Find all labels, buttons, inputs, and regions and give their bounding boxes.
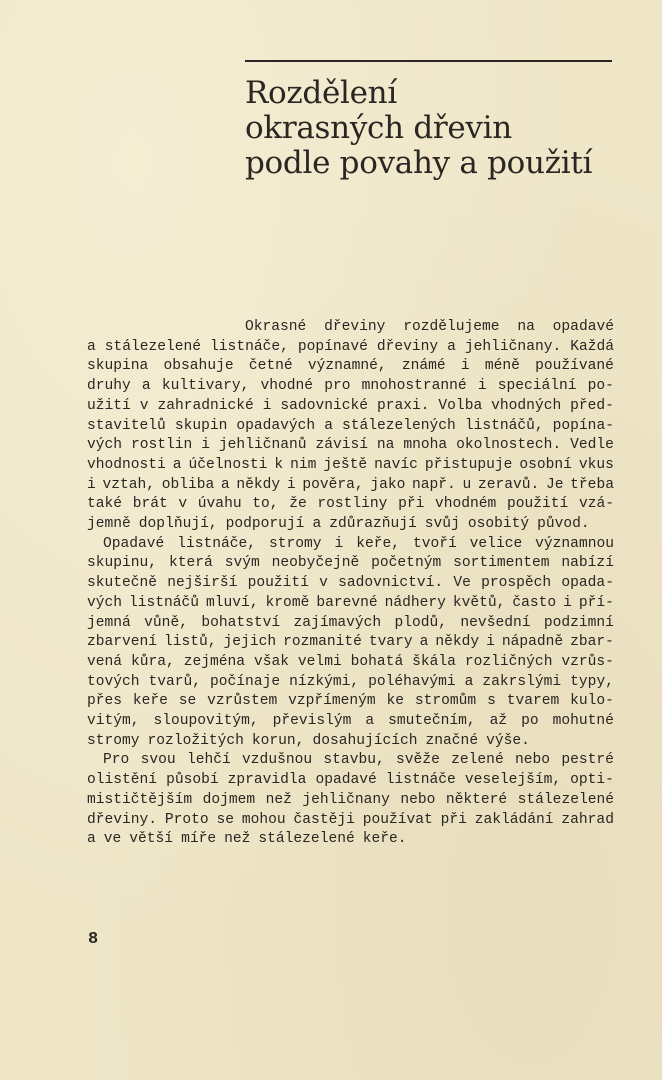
word: mluví, (206, 594, 259, 611)
page-number: 8 (88, 930, 99, 949)
word: svou (140, 752, 176, 769)
word: velice (469, 535, 523, 552)
word: skupina (87, 358, 149, 375)
word: a (172, 456, 182, 473)
word: vhodném (435, 496, 497, 513)
word: přistupuje (424, 456, 513, 473)
word: i (477, 378, 487, 395)
word: poléhavými (368, 673, 456, 690)
word: stálezelené (517, 791, 614, 808)
word: praxi. (376, 397, 430, 414)
word: prospěch (481, 575, 552, 592)
word: stromy (87, 732, 140, 749)
word: významnou (535, 535, 614, 552)
word: vhodnosti (87, 456, 166, 473)
word: bohatá (350, 653, 404, 670)
word: jejich (223, 634, 277, 651)
word: zdůrazňují (329, 516, 417, 533)
word: mističtějším (87, 791, 193, 808)
word: jako (370, 476, 406, 493)
word: navíc (374, 456, 418, 473)
word: zajímavých (293, 614, 382, 631)
word: s (487, 693, 496, 710)
word: zakrslými (482, 673, 562, 690)
text-line (87, 554, 614, 574)
word: použití (506, 496, 569, 513)
text-line (87, 476, 614, 496)
word: často (512, 594, 557, 611)
word: větší (129, 831, 174, 848)
text-line (87, 771, 614, 791)
word: Pro (103, 752, 130, 769)
word: dřeviny. (87, 811, 158, 828)
word: speciální (497, 378, 577, 395)
word: veselejším, (464, 772, 562, 789)
word: kultivary, (161, 378, 250, 395)
word: pověra, (302, 476, 364, 493)
word: nebo (400, 791, 436, 808)
word: a (87, 338, 96, 355)
word: a (324, 417, 333, 434)
word: také (87, 496, 123, 513)
word: ke (386, 693, 405, 710)
word: mohutné (552, 713, 614, 730)
word: někdy (435, 634, 480, 651)
word: tvoří (412, 535, 457, 552)
word: však (253, 653, 289, 670)
word: a (220, 476, 230, 493)
word: i (563, 594, 572, 611)
word: mnohostranné (361, 378, 467, 395)
word: míře (181, 831, 217, 848)
word: olistění (87, 772, 158, 789)
word: keře. (362, 831, 407, 848)
word: nápadně (501, 634, 564, 651)
word: opadavé (315, 772, 377, 789)
word: jehličnany (302, 791, 390, 808)
word: před- (570, 397, 614, 414)
word: méně (484, 358, 520, 375)
text-line (87, 535, 614, 555)
word: na (376, 437, 395, 454)
word: a (87, 831, 96, 848)
word: a (464, 673, 474, 690)
word: významné, (307, 358, 387, 375)
word: typy, (570, 673, 614, 690)
text-line (87, 830, 614, 850)
word: zahradnické (157, 397, 254, 414)
word: tvarem (506, 693, 560, 710)
word: listnáče, (210, 338, 289, 355)
word: jemná (87, 614, 131, 631)
text-line (87, 515, 614, 535)
text-line (87, 791, 614, 811)
word: Každá (570, 338, 614, 355)
word: vená (87, 653, 123, 670)
word: počínaje (210, 673, 281, 690)
word: nízkými, (289, 673, 360, 690)
word: rozmanité (283, 634, 362, 651)
word: vůně, (144, 614, 188, 631)
word: původ. (537, 516, 590, 533)
text-line (87, 633, 614, 653)
word: působí (166, 772, 219, 789)
word: kulo- (570, 693, 614, 710)
word: početným (371, 555, 442, 572)
word: na (517, 319, 535, 335)
word: Ve (453, 575, 471, 592)
word: vzrůstem (207, 693, 278, 710)
word: výše. (486, 732, 530, 749)
word: tových (87, 673, 140, 690)
word: zelené (451, 752, 504, 769)
word: pří- (578, 594, 614, 611)
word: známé (401, 358, 446, 375)
word: Je (545, 476, 564, 493)
word: rozličných (464, 653, 553, 670)
word: v (178, 496, 188, 513)
word: vitým, (87, 713, 140, 730)
word: než (224, 831, 251, 848)
word: obliba (161, 476, 215, 493)
word: po- (587, 378, 614, 395)
heading-rule (245, 60, 612, 62)
word: listů, (164, 634, 217, 651)
word: stavbu, (323, 752, 385, 769)
word: keře (132, 693, 168, 710)
word: vzrůs- (561, 653, 614, 670)
word: i (286, 476, 296, 493)
word: květů, (452, 594, 506, 611)
text-line (87, 653, 614, 673)
word: rozložitých (147, 732, 244, 749)
word: u (462, 476, 472, 493)
word: převislým (272, 713, 352, 730)
word: a (141, 378, 151, 395)
word: okolnostech. (456, 437, 562, 454)
word: podzimní (543, 614, 614, 631)
text-line (87, 436, 614, 456)
word: Volba (438, 397, 483, 414)
word: se (178, 693, 197, 710)
word: rostliny (317, 496, 388, 513)
word: keře, (356, 535, 400, 552)
word: dosahujících (312, 732, 418, 749)
heading-line: okrasných dřevin (245, 110, 512, 146)
word: lehčí (186, 752, 231, 769)
word: užití (87, 397, 131, 414)
word: nebo (515, 752, 551, 769)
word: jemně (87, 516, 131, 533)
word: Proto (164, 811, 209, 828)
word: závisí (315, 437, 368, 454)
word: vzdušnou (242, 752, 313, 769)
word: listnáče, (177, 535, 257, 552)
word: opada- (561, 575, 614, 592)
word: vkus (578, 456, 614, 473)
word: dřeviny (376, 338, 439, 355)
word: opti- (570, 772, 614, 789)
word: skutečně (87, 575, 158, 592)
word: nádhery (384, 594, 446, 611)
word: k (274, 456, 284, 473)
word: i (486, 634, 495, 651)
word: svůj (424, 516, 460, 533)
text-line (87, 692, 614, 712)
text-line (87, 673, 614, 693)
word: skupin (174, 417, 228, 434)
word: přes (87, 693, 123, 710)
word: zejména (183, 653, 246, 670)
word: to, (252, 496, 279, 513)
word: i (334, 535, 344, 552)
word: druhy (87, 378, 131, 395)
word: dřeviny (324, 319, 386, 335)
text-line (87, 318, 614, 338)
word: použití (247, 575, 309, 592)
text-line (87, 712, 614, 732)
word: zakládání (474, 811, 554, 828)
word: a (419, 634, 429, 651)
text-line (87, 456, 614, 476)
text-line (87, 811, 614, 831)
word: dojmem (202, 791, 256, 808)
word: vhodné (260, 378, 314, 395)
word: sortimentem (453, 555, 550, 572)
word: rozdělujeme (403, 319, 500, 335)
word: osobitý (467, 516, 530, 533)
word: nevšední (460, 614, 531, 631)
word: i (460, 358, 470, 375)
word: až (489, 713, 508, 730)
text-line (87, 338, 614, 358)
word: listnáče (385, 772, 456, 789)
word: popínavé (297, 338, 368, 355)
word: mohou (241, 811, 286, 828)
word: mnoha (403, 437, 448, 454)
word: osobní (519, 456, 572, 473)
word: škála (412, 653, 456, 670)
word: a (312, 516, 322, 533)
word: kromě (265, 594, 310, 611)
word: při (398, 496, 425, 513)
word: tvary (368, 634, 413, 651)
word: zpravidla (227, 772, 307, 789)
word: i (262, 397, 272, 414)
word: při (440, 811, 467, 828)
word: rostlin (130, 437, 193, 454)
word: stavitelů (87, 417, 166, 434)
word: pro (324, 378, 351, 395)
word: plodů, (394, 614, 448, 631)
word: popína- (552, 417, 614, 434)
word: pestré (561, 752, 614, 769)
word: brát (132, 496, 168, 513)
word: listnáčů, (464, 417, 544, 434)
word: třeba (570, 476, 614, 493)
body-text (87, 318, 614, 850)
word: stálezelených (341, 417, 456, 434)
word: doplňují, (138, 516, 218, 533)
word: zeravů. (477, 476, 540, 493)
word: ještě (323, 456, 368, 473)
word: stromům (414, 693, 477, 710)
word: bohatství (201, 614, 281, 631)
word: sadovnické (280, 397, 368, 414)
text-line (87, 574, 614, 594)
word: a (447, 338, 456, 355)
word: vzpřímeným (288, 693, 376, 710)
word: listnáčů (129, 594, 200, 611)
word: zahrad (561, 811, 614, 828)
word: než (265, 791, 292, 808)
word: používat (362, 811, 433, 828)
word: sloupovitým, (153, 713, 259, 730)
heading-line: podle povahy a použití (245, 145, 593, 181)
word: neobyčejně (271, 555, 360, 572)
word: smutečním, (388, 713, 476, 730)
word: jehličnanů (218, 437, 307, 454)
word: obsahuje (163, 358, 234, 375)
word: stálezelené (258, 831, 355, 848)
word: sadovnictví. (338, 575, 444, 592)
word: nabízí (561, 555, 614, 572)
word: i (87, 476, 96, 493)
word: úvahu (197, 496, 242, 513)
word: zbar- (570, 634, 614, 651)
word: značné (425, 732, 479, 749)
text-line (87, 594, 614, 614)
text-line (87, 732, 614, 752)
word: Okrasné (245, 319, 307, 335)
word: že (289, 496, 307, 513)
word: vzá- (578, 496, 614, 513)
text-line (87, 377, 614, 397)
word: jehličnany. (464, 338, 562, 355)
word: korun, (251, 732, 305, 749)
word: opadavých (236, 417, 316, 434)
word: svým (224, 555, 260, 572)
word: podporují (225, 516, 305, 533)
word: např. (412, 476, 456, 493)
word: Opadavé (103, 535, 165, 552)
word: se (216, 811, 235, 828)
word: vých (87, 437, 123, 454)
text-line (87, 495, 614, 515)
word: účelnosti (188, 456, 268, 473)
word: někdy (236, 476, 281, 493)
text-line (87, 751, 614, 771)
word: i (201, 437, 210, 454)
word: používané (535, 358, 614, 375)
word: tvarů, (148, 673, 202, 690)
word: kůra, (130, 653, 175, 670)
text-line (87, 614, 614, 634)
word: a (365, 713, 375, 730)
word: opadavé (552, 319, 614, 335)
word: nejširší (167, 575, 238, 592)
word: stromy (269, 535, 322, 552)
word: Vedle (570, 437, 614, 454)
word: nim (290, 456, 317, 473)
word: po (521, 713, 539, 730)
word: zbarvení (87, 634, 158, 651)
word: častěji (293, 811, 355, 828)
word: stálezelené (104, 338, 202, 355)
chapter-heading (245, 76, 625, 181)
word: v (319, 575, 328, 592)
word: barevné (316, 594, 378, 611)
word: v (139, 397, 149, 414)
text-line (87, 417, 614, 437)
text-line (87, 357, 614, 377)
word: vztah, (102, 476, 155, 493)
word: vhodných (491, 397, 562, 414)
word: četné (248, 358, 293, 375)
text-line (87, 397, 614, 417)
word: ve (103, 831, 122, 848)
word: vých (87, 594, 123, 611)
word: některé (445, 791, 508, 808)
heading-line: Rozdělení (245, 75, 397, 111)
word: skupinu, (87, 555, 158, 572)
word: velmi (297, 653, 342, 670)
word: která (168, 555, 213, 572)
word: svěže (396, 752, 440, 769)
